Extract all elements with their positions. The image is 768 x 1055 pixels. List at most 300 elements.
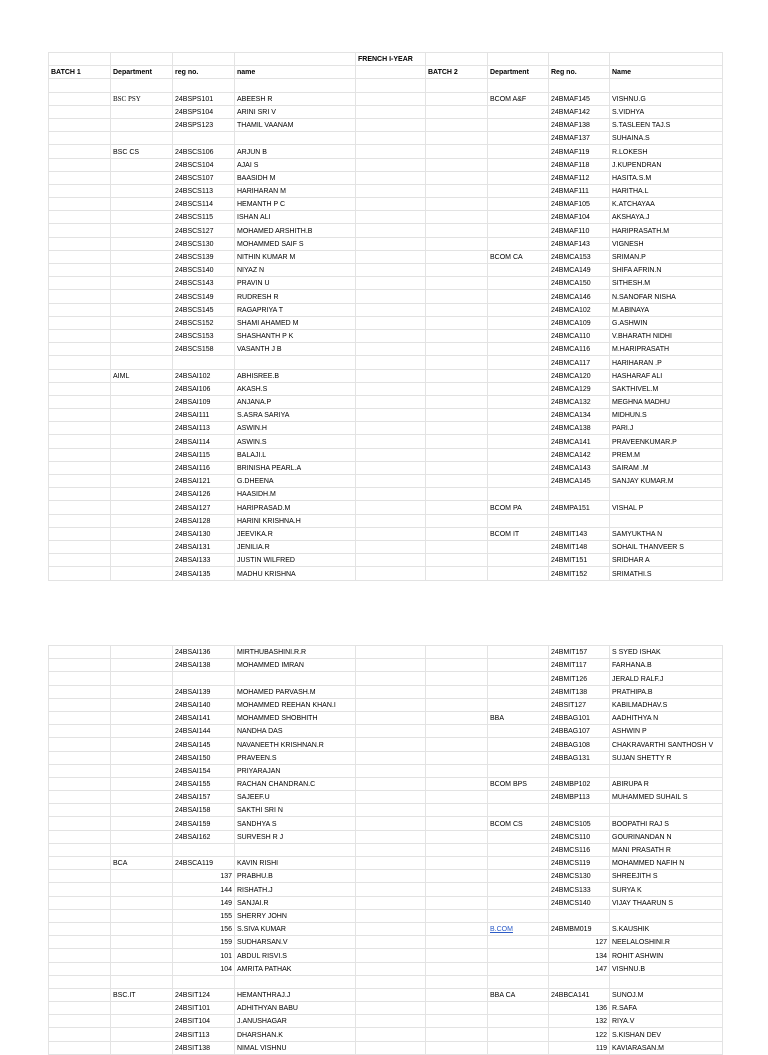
cell-name-2[interactable] xyxy=(610,909,723,922)
cell-batch-2[interactable] xyxy=(426,1015,488,1028)
cell-reg-no-1[interactable] xyxy=(173,79,235,92)
cell-batch-1[interactable] xyxy=(49,514,111,527)
cell-department-2[interactable]: BBA xyxy=(488,711,549,724)
cell-department-1[interactable] xyxy=(111,1015,173,1028)
cell-name-2[interactable]: J.KUPENDRAN xyxy=(610,158,723,171)
cell-batch-2[interactable] xyxy=(426,369,488,382)
cell-name-1[interactable]: NAVANEETH KRISHNAN.R xyxy=(235,738,356,751)
cell-name-1[interactable]: SHERRY JOHN xyxy=(235,909,356,922)
cell-batch-1[interactable] xyxy=(49,316,111,329)
cell-blank[interactable] xyxy=(356,830,426,843)
cell-blank[interactable] xyxy=(356,777,426,790)
cell-department-2[interactable] xyxy=(488,764,549,777)
cell-name-1[interactable]: ABEESH R xyxy=(235,92,356,105)
cell-department-2[interactable] xyxy=(488,1015,549,1028)
cell-batch-2[interactable] xyxy=(426,277,488,290)
cell-department-2[interactable] xyxy=(488,198,549,211)
cell-name-1[interactable]: HARIPRASAD.M xyxy=(235,501,356,514)
cell-batch-1[interactable] xyxy=(49,250,111,263)
cell-department-1[interactable] xyxy=(111,132,173,145)
cell-department-1[interactable] xyxy=(111,870,173,883)
cell-name-1[interactable]: SURVESH R J xyxy=(235,830,356,843)
cell-blank[interactable] xyxy=(356,461,426,474)
cell-department-1[interactable] xyxy=(111,435,173,448)
cell-name-2[interactable]: VISHAL P xyxy=(610,501,723,514)
cell-reg-no-1[interactable]: 155 xyxy=(173,909,235,922)
cell-batch-2[interactable] xyxy=(426,725,488,738)
cell-batch-1[interactable] xyxy=(49,105,111,118)
cell-batch-1[interactable] xyxy=(49,962,111,975)
cell-reg-no-1[interactable]: 24BSAI127 xyxy=(173,501,235,514)
cell-batch-1[interactable] xyxy=(49,922,111,935)
cell-reg-no-1[interactable]: 24BSAI113 xyxy=(173,422,235,435)
cell-name-1[interactable]: MIRTHUBASHINI.R.R xyxy=(235,646,356,659)
cell-reg-no-2[interactable] xyxy=(549,488,610,501)
cell-department-2[interactable] xyxy=(488,488,549,501)
cell-department-2[interactable] xyxy=(488,1002,549,1015)
cell-reg-no-1[interactable]: 24BSPS123 xyxy=(173,118,235,131)
cell-batch-2[interactable] xyxy=(426,501,488,514)
cell-reg-no-2[interactable]: 24BMCS133 xyxy=(549,883,610,896)
cell-reg-no-2[interactable]: 127 xyxy=(549,936,610,949)
cell-blank[interactable] xyxy=(356,303,426,316)
cell-name-2[interactable]: FARHANA.B xyxy=(610,659,723,672)
cell-name-1[interactable]: ABHISREE.B xyxy=(235,369,356,382)
cell-department-2[interactable] xyxy=(488,843,549,856)
cell-batch-1[interactable] xyxy=(49,527,111,540)
cell-reg-no-1[interactable]: 156 xyxy=(173,922,235,935)
cell-name-2[interactable]: S.TASLEEN TAJ.S xyxy=(610,118,723,131)
cell-batch-2[interactable] xyxy=(426,777,488,790)
cell-blank[interactable] xyxy=(356,883,426,896)
cell-department-1[interactable] xyxy=(111,764,173,777)
cell-batch-1[interactable] xyxy=(49,751,111,764)
cell-department-1[interactable] xyxy=(111,488,173,501)
cell-reg-no-1[interactable]: 24BSAI114 xyxy=(173,435,235,448)
cell-blank[interactable] xyxy=(356,711,426,724)
cell-name-1[interactable]: RACHAN CHANDRAN.C xyxy=(235,777,356,790)
cell-department-2[interactable]: B.COM xyxy=(488,922,549,935)
cell-batch-1[interactable] xyxy=(49,738,111,751)
cell-department-2[interactable] xyxy=(488,448,549,461)
cell-name-2[interactable]: BOOPATHI RAJ S xyxy=(610,817,723,830)
cell-batch-1[interactable] xyxy=(49,672,111,685)
cell-department-1[interactable] xyxy=(111,316,173,329)
cell-batch-2[interactable] xyxy=(426,883,488,896)
cell-department-1[interactable] xyxy=(111,343,173,356)
cell-reg-no-2[interactable]: 147 xyxy=(549,962,610,975)
cell-name-1[interactable]: SHAMI AHAMED M xyxy=(235,316,356,329)
cell-department-1[interactable]: BCA xyxy=(111,857,173,870)
cell-department-2[interactable] xyxy=(488,975,549,988)
cell-reg-no-2[interactable] xyxy=(549,804,610,817)
cell-batch-2[interactable] xyxy=(426,132,488,145)
cell-reg-no-2[interactable]: 134 xyxy=(549,949,610,962)
cell-batch-1[interactable] xyxy=(49,711,111,724)
cell-batch-1[interactable] xyxy=(49,1041,111,1054)
cell-department-2[interactable]: BBA CA xyxy=(488,988,549,1001)
cell-department-2[interactable] xyxy=(488,171,549,184)
cell-reg-no-1[interactable]: 24BSAI162 xyxy=(173,830,235,843)
cell-reg-no-2[interactable]: 136 xyxy=(549,1002,610,1015)
cell-reg-no-2[interactable]: 24BMCA110 xyxy=(549,329,610,342)
cell-department-1[interactable] xyxy=(111,751,173,764)
cell-batch-2[interactable] xyxy=(426,909,488,922)
cell-name-1[interactable]: J.ANUSHAGAR xyxy=(235,1015,356,1028)
header-name-1[interactable]: name xyxy=(235,66,356,79)
cell-department-2[interactable] xyxy=(488,475,549,488)
cell-blank[interactable] xyxy=(356,92,426,105)
cell-batch-2[interactable] xyxy=(426,1028,488,1041)
cell-department-2[interactable] xyxy=(488,118,549,131)
cell-name-2[interactable]: S SYED ISHAK xyxy=(610,646,723,659)
cell-reg-no-1[interactable]: 24BSAI154 xyxy=(173,764,235,777)
cell-department-1[interactable] xyxy=(111,962,173,975)
cell-reg-no-2[interactable]: 24BMCS110 xyxy=(549,830,610,843)
cell-batch-1[interactable] xyxy=(49,448,111,461)
cell-name-1[interactable]: NANDHA DAS xyxy=(235,725,356,738)
cell-batch-1[interactable] xyxy=(49,1028,111,1041)
cell-name-1[interactable] xyxy=(235,672,356,685)
cell-department-2[interactable] xyxy=(488,949,549,962)
cell-batch-1[interactable] xyxy=(49,461,111,474)
cell-blank[interactable] xyxy=(356,1002,426,1015)
cell-department-2[interactable] xyxy=(488,962,549,975)
cell-reg-no-1[interactable]: 24BSAI130 xyxy=(173,527,235,540)
cell-batch-1[interactable] xyxy=(49,158,111,171)
cell-blank[interactable] xyxy=(356,224,426,237)
cell-batch-1[interactable] xyxy=(49,171,111,184)
cell-department-2[interactable] xyxy=(488,1041,549,1054)
cell-department-1[interactable] xyxy=(111,1028,173,1041)
cell-blank[interactable] xyxy=(356,158,426,171)
cell-reg-no-1[interactable]: 24BSCS158 xyxy=(173,343,235,356)
cell-name-2[interactable]: RIYA.V xyxy=(610,1015,723,1028)
cell-reg-no-1[interactable]: 24BSCA119 xyxy=(173,857,235,870)
cell-name-2[interactable]: KAVIARASAN.M xyxy=(610,1041,723,1054)
cell-name-2[interactable]: VISHNU.G xyxy=(610,92,723,105)
cell-reg-no-1[interactable]: 24BSAI136 xyxy=(173,646,235,659)
cell-department-1[interactable] xyxy=(111,184,173,197)
cell-department-2[interactable] xyxy=(488,936,549,949)
cell-name-2[interactable]: S.KAUSHIK xyxy=(610,922,723,935)
cell-department-1[interactable]: BSC.IT xyxy=(111,988,173,1001)
cell-department-1[interactable] xyxy=(111,949,173,962)
cell-name-2[interactable]: HASITA.S.M xyxy=(610,171,723,184)
cell-blank[interactable] xyxy=(356,316,426,329)
cell-batch-1[interactable] xyxy=(49,303,111,316)
cell-reg-no-1[interactable]: 24BSIT113 xyxy=(173,1028,235,1041)
cell-reg-no-2[interactable] xyxy=(549,79,610,92)
cell-blank[interactable] xyxy=(356,685,426,698)
cell-reg-no-1[interactable]: 24BSCS139 xyxy=(173,250,235,263)
cell-reg-no-1[interactable]: 24BSPS101 xyxy=(173,92,235,105)
cell-name-2[interactable] xyxy=(610,804,723,817)
cell-name-1[interactable] xyxy=(235,132,356,145)
cell-name-1[interactable] xyxy=(235,356,356,369)
cell-reg-no-1[interactable]: 24BSAI131 xyxy=(173,540,235,553)
cell-department-2[interactable] xyxy=(488,791,549,804)
cell-blank[interactable] xyxy=(356,250,426,263)
cell-reg-no-2[interactable]: 24BMAF112 xyxy=(549,171,610,184)
cell-batch-1[interactable] xyxy=(49,554,111,567)
cell-batch-1[interactable] xyxy=(49,659,111,672)
cell-batch-2[interactable] xyxy=(426,264,488,277)
cell-blank[interactable] xyxy=(356,343,426,356)
cell-blank[interactable] xyxy=(356,277,426,290)
cell-reg-no-1[interactable]: 24BSAI121 xyxy=(173,475,235,488)
cell-batch-2[interactable] xyxy=(426,118,488,131)
cell-name-1[interactable]: AKASH.S xyxy=(235,382,356,395)
cell-batch-1[interactable] xyxy=(49,975,111,988)
cell-department-2[interactable] xyxy=(488,804,549,817)
cell-batch-1[interactable] xyxy=(49,883,111,896)
cell-name-1[interactable]: AMRITA PATHAK xyxy=(235,962,356,975)
cell-name-1[interactable]: JUSTIN WILFRED xyxy=(235,554,356,567)
cell-name-1[interactable]: ARJUN B xyxy=(235,145,356,158)
cell-batch-1[interactable] xyxy=(49,369,111,382)
cell-batch-2[interactable] xyxy=(426,949,488,962)
cell-batch-2[interactable] xyxy=(426,382,488,395)
cell-blank[interactable] xyxy=(356,369,426,382)
cell-department-2[interactable] xyxy=(488,896,549,909)
cell-blank[interactable] xyxy=(356,540,426,553)
cell-reg-no-1[interactable]: 24BSCS114 xyxy=(173,198,235,211)
cell-reg-no-1[interactable]: 24BSCS152 xyxy=(173,316,235,329)
cell-batch-2[interactable] xyxy=(426,303,488,316)
cell-department-2[interactable] xyxy=(488,303,549,316)
cell-name-2[interactable]: SAIRAM .M xyxy=(610,461,723,474)
cell-batch-2[interactable] xyxy=(426,198,488,211)
cell-department-2[interactable] xyxy=(488,290,549,303)
cell-batch-2[interactable] xyxy=(426,343,488,356)
cell-department-2[interactable] xyxy=(488,672,549,685)
cell-name-2[interactable]: R.SAFA xyxy=(610,1002,723,1015)
cell-department-1[interactable] xyxy=(111,909,173,922)
cell-blank[interactable] xyxy=(356,237,426,250)
cell-name-1[interactable]: ASWIN.S xyxy=(235,435,356,448)
cell-name-1[interactable]: SUDHARSAN.V xyxy=(235,936,356,949)
cell-name-1[interactable]: S.ASRA SARIYA xyxy=(235,409,356,422)
cell-reg-no-2[interactable]: 24BMAF110 xyxy=(549,224,610,237)
cell-department-1[interactable] xyxy=(111,672,173,685)
cell-blank[interactable] xyxy=(356,751,426,764)
cell-name-1[interactable]: PRABHU.B xyxy=(235,870,356,883)
cell-name-2[interactable]: HARIHARAN .P xyxy=(610,356,723,369)
cell-batch-2[interactable] xyxy=(426,290,488,303)
cell-name-2[interactable]: K.ATCHAYAA xyxy=(610,198,723,211)
cell-name-1[interactable]: PRIYARAJAN xyxy=(235,764,356,777)
cell-reg-no-2[interactable]: 24BMAF138 xyxy=(549,118,610,131)
cell-name-2[interactable] xyxy=(610,975,723,988)
cell-batch-1[interactable] xyxy=(49,646,111,659)
cell-reg-no-1[interactable] xyxy=(173,356,235,369)
cell-reg-no-1[interactable]: 24BSCS140 xyxy=(173,264,235,277)
cell-batch-1[interactable] xyxy=(49,145,111,158)
cell-reg-no-2[interactable]: 24BMCA142 xyxy=(549,448,610,461)
cell-name-2[interactable] xyxy=(610,79,723,92)
cell-batch-1[interactable] xyxy=(49,79,111,92)
cell-blank[interactable] xyxy=(356,105,426,118)
cell-blank[interactable] xyxy=(356,132,426,145)
cell-name-2[interactable]: SUJAN SHETTY R xyxy=(610,751,723,764)
cell-department-2[interactable] xyxy=(488,369,549,382)
cell-name-2[interactable]: ABIRUPA R xyxy=(610,777,723,790)
cell-batch-2[interactable] xyxy=(426,329,488,342)
cell-department-1[interactable] xyxy=(111,738,173,751)
cell-department-1[interactable] xyxy=(111,277,173,290)
cell-name-1[interactable]: PRAVEEN.S xyxy=(235,751,356,764)
cell-department-1[interactable] xyxy=(111,514,173,527)
cell-name-1[interactable]: PRAVIN U xyxy=(235,277,356,290)
cell-name-1[interactable]: MOHAMMED SAIF S xyxy=(235,237,356,250)
cell-department-1[interactable]: BSC PSY xyxy=(111,92,173,105)
cell-blank[interactable] xyxy=(356,382,426,395)
cell-reg-no-1[interactable]: 24BSAI145 xyxy=(173,738,235,751)
header-batch-1[interactable]: BATCH 1 xyxy=(49,66,111,79)
cell-reg-no-1[interactable]: 24BSAI140 xyxy=(173,698,235,711)
cell-name-1[interactable]: THAMIL VAANAM xyxy=(235,118,356,131)
cell-batch-2[interactable] xyxy=(426,237,488,250)
cell-blank[interactable] xyxy=(356,962,426,975)
cell-batch-2[interactable] xyxy=(426,922,488,935)
cell-reg-no-2[interactable]: 24BMCA143 xyxy=(549,461,610,474)
cell-batch-1[interactable] xyxy=(49,422,111,435)
cell-batch-2[interactable] xyxy=(426,936,488,949)
cell-blank[interactable] xyxy=(356,211,426,224)
cell-blank[interactable] xyxy=(356,501,426,514)
cell-reg-no-2[interactable]: 24BMCA132 xyxy=(549,395,610,408)
cell-batch-2[interactable] xyxy=(426,685,488,698)
cell-name-1[interactable]: JENILIA.R xyxy=(235,540,356,553)
cell-department-2[interactable] xyxy=(488,132,549,145)
cell-blank[interactable] xyxy=(356,725,426,738)
cell-department-1[interactable] xyxy=(111,791,173,804)
cell-department-2[interactable] xyxy=(488,382,549,395)
cell-reg-no-2[interactable] xyxy=(549,975,610,988)
cell-name-1[interactable] xyxy=(235,843,356,856)
cell-batch-1[interactable] xyxy=(49,409,111,422)
cell-reg-no-2[interactable]: 24BMAF137 xyxy=(549,132,610,145)
cell-batch-1[interactable] xyxy=(49,475,111,488)
cell-name-2[interactable]: SRIMAN.P xyxy=(610,250,723,263)
header-name-2[interactable]: Name xyxy=(610,66,723,79)
cell-department-1[interactable] xyxy=(111,158,173,171)
cell-department-1[interactable] xyxy=(111,409,173,422)
cell-department-1[interactable] xyxy=(111,646,173,659)
cell-reg-no-1[interactable]: 24BSCS127 xyxy=(173,224,235,237)
cell-name-2[interactable]: SRIMATHI.S xyxy=(610,567,723,580)
cell-blank[interactable] xyxy=(356,1015,426,1028)
cell-department-1[interactable] xyxy=(111,830,173,843)
cell-name-2[interactable]: SITHESH.M xyxy=(610,277,723,290)
cell-name-2[interactable]: AADHITHYA N xyxy=(610,711,723,724)
cell-reg-no-2[interactable]: 24BMCS105 xyxy=(549,817,610,830)
cell-reg-no-2[interactable]: 24BMCA102 xyxy=(549,303,610,316)
cell-name-2[interactable]: SOHAIL THANVEER S xyxy=(610,540,723,553)
cell-blank[interactable] xyxy=(356,171,426,184)
cell-blank[interactable] xyxy=(356,264,426,277)
cell-reg-no-1[interactable]: 159 xyxy=(173,936,235,949)
cell-batch-2[interactable] xyxy=(426,356,488,369)
cell-name-1[interactable]: NITHIN KUMAR M xyxy=(235,250,356,263)
cell-department-2[interactable] xyxy=(488,79,549,92)
cell-department-2[interactable] xyxy=(488,751,549,764)
cell-blank[interactable] xyxy=(356,870,426,883)
cell-name-2[interactable]: SAMYUKTHA N xyxy=(610,527,723,540)
cell-department-2[interactable] xyxy=(488,343,549,356)
cell-reg-no-2[interactable]: 24BMAF104 xyxy=(549,211,610,224)
cell-reg-no-2[interactable]: 24BMCA149 xyxy=(549,264,610,277)
cell-name-2[interactable]: V.BHARATH NIDHI xyxy=(610,329,723,342)
cell-department-2[interactable] xyxy=(488,329,549,342)
cell-reg-no-2[interactable]: 24BMCA109 xyxy=(549,316,610,329)
cell-blank[interactable] xyxy=(356,435,426,448)
cell-department-1[interactable] xyxy=(111,554,173,567)
cell-department-1[interactable] xyxy=(111,250,173,263)
cell-batch-1[interactable] xyxy=(49,685,111,698)
cell-name-1[interactable]: MOHAMED ARSHITH.B xyxy=(235,224,356,237)
cell-batch-1[interactable] xyxy=(49,501,111,514)
cell-batch-1[interactable] xyxy=(49,198,111,211)
cell-department-1[interactable] xyxy=(111,501,173,514)
cell-reg-no-2[interactable]: 24BMBP102 xyxy=(549,777,610,790)
cell-batch-2[interactable] xyxy=(426,830,488,843)
cell-name-1[interactable]: MOHAMMED IMRAN xyxy=(235,659,356,672)
cell-batch-2[interactable] xyxy=(426,409,488,422)
cell-department-2[interactable]: BCOM IT xyxy=(488,527,549,540)
cell-name-1[interactable]: KAVIN RISHI xyxy=(235,857,356,870)
cell-batch-2[interactable] xyxy=(426,475,488,488)
cell-batch-1[interactable] xyxy=(49,92,111,105)
cell-department-1[interactable] xyxy=(111,711,173,724)
cell-reg-no-1[interactable]: 24BSAI159 xyxy=(173,817,235,830)
cell-reg-no-1[interactable]: 24BSCS104 xyxy=(173,158,235,171)
cell-name-2[interactable]: SURYA K xyxy=(610,883,723,896)
cell-name-2[interactable]: VISHNU.B xyxy=(610,962,723,975)
cell-name-2[interactable]: CHAKRAVARTHI SANTHOSH V xyxy=(610,738,723,751)
cell-name-2[interactable]: ROHIT ASHWIN xyxy=(610,949,723,962)
cell-name-2[interactable]: S.KISHAN DEV xyxy=(610,1028,723,1041)
cell-department-1[interactable] xyxy=(111,936,173,949)
cell-blank[interactable] xyxy=(356,356,426,369)
cell-name-2[interactable]: NEELALOSHINI.R xyxy=(610,936,723,949)
cell-blank[interactable] xyxy=(356,764,426,777)
cell-reg-no-2[interactable]: 24BMCA129 xyxy=(549,382,610,395)
cell-department-2[interactable] xyxy=(488,356,549,369)
cell-name-1[interactable]: JEEVIKA.R xyxy=(235,527,356,540)
cell-blank[interactable] xyxy=(356,198,426,211)
cell-batch-2[interactable] xyxy=(426,804,488,817)
cell-reg-no-2[interactable]: 24BMCA153 xyxy=(549,250,610,263)
cell-department-2[interactable] xyxy=(488,158,549,171)
cell-name-1[interactable]: NIMAL VISHNU xyxy=(235,1041,356,1054)
cell-name-2[interactable]: SHREEJITH S xyxy=(610,870,723,883)
cell-batch-2[interactable] xyxy=(426,988,488,1001)
cell-department-1[interactable] xyxy=(111,105,173,118)
cell-department-1[interactable] xyxy=(111,698,173,711)
cell-batch-2[interactable] xyxy=(426,514,488,527)
cell-batch-1[interactable] xyxy=(49,870,111,883)
cell-name-1[interactable]: SHASHANTH P K xyxy=(235,329,356,342)
cell-batch-1[interactable] xyxy=(49,277,111,290)
cell-blank[interactable] xyxy=(356,738,426,751)
cell-name-2[interactable] xyxy=(610,514,723,527)
cell-reg-no-2[interactable]: 24BMIT138 xyxy=(549,685,610,698)
cell-reg-no-2[interactable]: 24BMCS116 xyxy=(549,843,610,856)
cell-reg-no-1[interactable]: 137 xyxy=(173,870,235,883)
cell-department-1[interactable] xyxy=(111,659,173,672)
